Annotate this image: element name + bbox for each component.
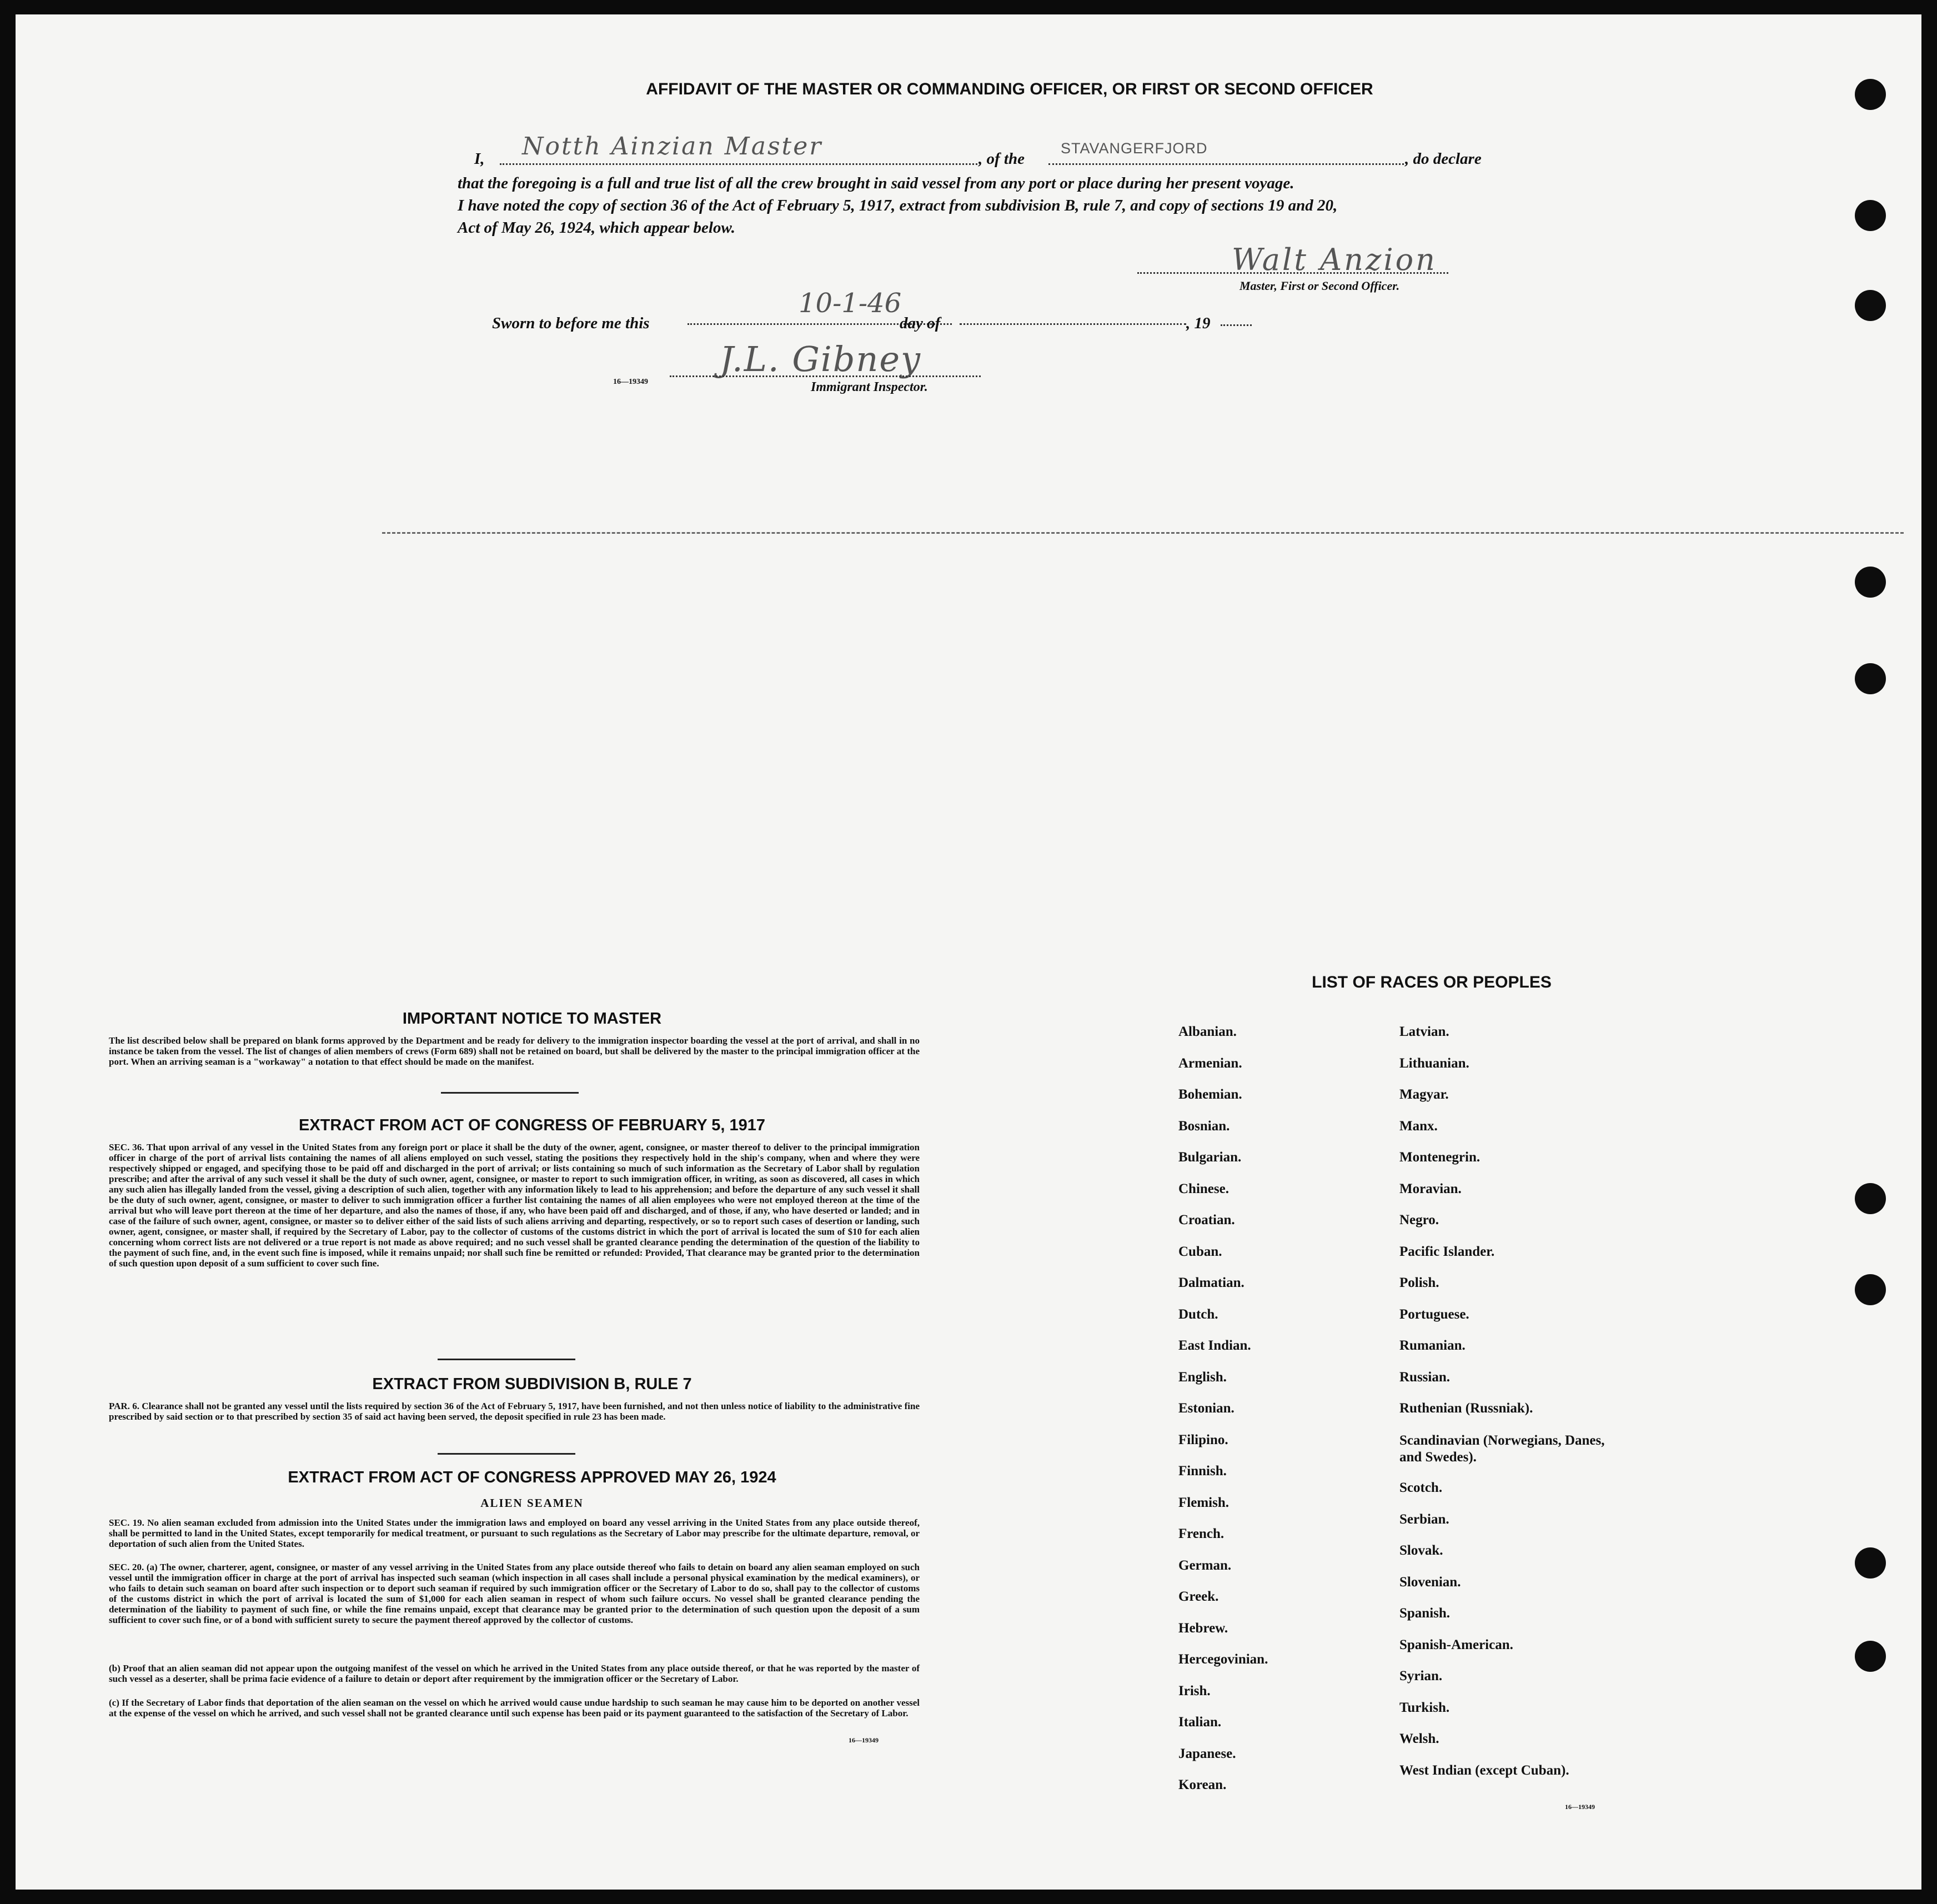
do-declare-label: , do declare <box>1405 150 1482 168</box>
vessel-name: STAVANGERFJORD <box>1061 140 1208 157</box>
race-item: French. <box>1178 1526 1225 1541</box>
race-item: Bosnian. <box>1178 1118 1230 1134</box>
races-title: LIST OF RACES OR PEOPLES <box>1312 973 1552 991</box>
race-item: English. <box>1178 1369 1227 1385</box>
race-item: Hercegovinian. <box>1178 1652 1268 1667</box>
form-number-top: 16—19349 <box>613 378 648 386</box>
race-item: Serbian. <box>1399 1511 1449 1527</box>
race-item: Albanian. <box>1178 1024 1237 1039</box>
race-item: Manx. <box>1399 1118 1438 1134</box>
punch-hole <box>1855 1183 1886 1214</box>
race-item: Japanese. <box>1178 1746 1236 1761</box>
affidavit-line-3: I have noted the copy of section 36 of the Act of February 5, 1917, extract from subdivision B, rule 7, and copy of sections 19 and 20, <box>458 197 1338 214</box>
race-item: Portuguese. <box>1399 1306 1469 1322</box>
race-item: Armenian. <box>1178 1055 1242 1071</box>
race-item: Hebrew. <box>1178 1620 1228 1636</box>
race-item: Syrian. <box>1399 1668 1443 1683</box>
sworn-date-handwriting: 10-1-46 <box>799 288 902 319</box>
rule-7-body: PAR. 6. Clearance shall not be granted any vessel until the lists required by section 36 of the Act of February 5, 1917, have been furnished, and not then unless notice of liability to the administrative fine prescribed by said section or to that prescribed by section 35 of said act having been served, the deposit specified in rule 23 has been made. <box>109 1401 920 1422</box>
divider <box>438 1453 575 1455</box>
bleed-through-divider <box>382 532 1904 534</box>
race-item: Cuban. <box>1178 1244 1222 1259</box>
punch-hole <box>1855 200 1886 231</box>
punch-hole <box>1855 1274 1886 1305</box>
race-item: Bulgarian. <box>1178 1150 1242 1165</box>
inspector-caption: Immigrant Inspector. <box>811 380 928 394</box>
race-item: German. <box>1178 1557 1232 1573</box>
race-item: Ruthenian (Russniak). <box>1399 1401 1533 1416</box>
race-item: Rumanian. <box>1399 1338 1466 1353</box>
race-item: Spanish. <box>1399 1606 1451 1621</box>
race-item: Polish. <box>1399 1275 1439 1290</box>
inspector-signature: J.L. Gibney <box>720 339 922 379</box>
form-number-right: 16—19349 <box>1565 1803 1595 1811</box>
of-the-label: , of the <box>978 150 1025 168</box>
affidavit-line-4: Act of May 26, 1924, which appear below. <box>458 219 735 237</box>
notice-body: The list described below shall be prepared on blank forms approved by the Department and be ready for delivery to the immigration inspector boarding the vessel at the port of arrival, and shall in no instance be taken from the vessel. The list of changes of alien members of crews (Form 689) shall not be retained on board, but shall be delivered by the master to the principal immigration officer at the port. When an arriving seaman is a "workaway" a notation to that effect should be made on the manifest. <box>109 1035 920 1067</box>
race-item: Croatian. <box>1178 1212 1235 1227</box>
race-item: Montenegrin. <box>1399 1150 1481 1165</box>
year-field <box>1221 324 1252 326</box>
race-item: Chinese. <box>1178 1181 1229 1196</box>
race-item: Dutch. <box>1178 1306 1218 1322</box>
divider <box>438 1359 575 1360</box>
race-item: Filipino. <box>1178 1432 1228 1447</box>
race-item: East Indian. <box>1178 1338 1251 1353</box>
race-item: Welsh. <box>1399 1731 1439 1746</box>
inspector-signature-line <box>670 375 981 377</box>
race-item: Flemish. <box>1178 1495 1229 1510</box>
extract-1924-title: EXTRACT FROM ACT OF CONGRESS APPROVED MAY 26, 1924 <box>288 1469 776 1486</box>
master-name-field <box>500 132 977 165</box>
race-item: Pacific Islander. <box>1399 1244 1495 1259</box>
alien-seamen-subtitle: ALIEN SEAMEN <box>480 1496 584 1510</box>
race-item: Scotch. <box>1399 1480 1443 1495</box>
sworn-label: Sworn to before me this <box>492 314 650 332</box>
master-signature-caption: Master, First or Second Officer. <box>1240 279 1400 293</box>
affidavit-title: AFFIDAVIT OF THE MASTER OR COMMANDING OFFICER, OR FIRST OR SECOND OFFICER <box>646 80 1373 98</box>
punch-hole <box>1855 1547 1886 1579</box>
nineteen-label: , 19 <box>1186 314 1211 332</box>
race-item: Estonian. <box>1178 1401 1235 1416</box>
punch-hole <box>1855 79 1886 110</box>
race-item: West Indian (except Cuban). <box>1399 1762 1569 1778</box>
punch-hole <box>1855 290 1886 321</box>
affidavit-line-2: that the foregoing is a full and true list of all the crew brought in said vessel from any port or place during her present voyage. <box>458 174 1294 192</box>
form-number-left: 16—19349 <box>849 1736 879 1744</box>
race-item: Slovak. <box>1399 1543 1443 1558</box>
affidavit-i-label: I, <box>474 150 485 168</box>
extract-1924-sec-19: SEC. 19. No alien seaman excluded from admission into the United States under the immigration laws and employed on board any vessel arriving in the United States from any place outside thereof, shall be permitted to land in the United States, except temporarily for medical treatment, or pursuant to such regulations as the Secretary of Labor may prescribe for the ultimate departure, removal, or deportation of such alien from the United States. <box>109 1517 920 1549</box>
race-item: Italian. <box>1178 1715 1222 1730</box>
race-item: Spanish-American. <box>1399 1637 1513 1652</box>
document-page <box>16 14 1921 1890</box>
race-item: Magyar. <box>1399 1087 1449 1102</box>
race-item: Dalmatian. <box>1178 1275 1245 1290</box>
race-item: Russian. <box>1399 1369 1451 1385</box>
punch-hole <box>1855 1641 1886 1672</box>
day-of-label: day of <box>900 314 941 332</box>
race-item: Lithuanian. <box>1399 1055 1469 1071</box>
race-item: Slovenian. <box>1399 1574 1461 1590</box>
race-item: Finnish. <box>1178 1464 1227 1479</box>
extract-1917-title: EXTRACT FROM ACT OF CONGRESS OF FEBRUARY 5, 1917 <box>298 1116 766 1134</box>
race-item: Turkish. <box>1399 1700 1450 1715</box>
vessel-name-field <box>1048 138 1404 165</box>
race-item: Scandinavian (Norwegians, Danes, and Swedes). <box>1399 1432 1605 1465</box>
punch-hole <box>1855 663 1886 694</box>
race-item: Latvian. <box>1399 1024 1449 1039</box>
notice-title: IMPORTANT NOTICE TO MASTER <box>402 1010 662 1028</box>
extract-1924-sec-20c: (c) If the Secretary of Labor finds that deportation of the alien seaman on the vessel on which he arrived would cause undue hardship to such seaman he may cause him to be deported on another vessel at the expense of the vessel on which he arrived, and such vessel shall not be granted clearance until such expense has been paid or its payment guaranteed to the satisfaction of the Secretary of Labor. <box>109 1697 920 1718</box>
race-item: Irish. <box>1178 1683 1211 1698</box>
extract-1924-sec-20a: SEC. 20. (a) The owner, charterer, agent, consignee, or master of any vessel arriving in the United States from any place outside thereof who fails to detain on board any alien seaman employed on such vessel until the immigration officer in charge at the port of arrival has inspected such seaman (which inspection in all cases shall include a personal physical examination by the medical examiners), or who fails to detain such seaman on board after such inspection or to deport such seaman if required by such immigration officer or the Secretary of Labor to do so, shall pay to the collector of customs of the customs district in which the port of arrival is located the sum of $1,000 for each alien seaman in respect of whom such failure occurs. No vessel shall be granted clearance pending the determination of the liability to payment of such fine, or while the fine remains unpaid, except that clearance may be granted prior to the determination of such question upon the deposit of a sum sufficient to cover such fine, or of a bond with sufficient surety to secure the payment thereof approved by the collector of customs. <box>109 1562 920 1625</box>
race-item: Korean. <box>1178 1777 1227 1792</box>
punch-hole <box>1855 567 1886 598</box>
race-item: Moravian. <box>1399 1181 1462 1196</box>
extract-1917-body: SEC. 36. That upon arrival of any vessel in the United States from any foreign port or place it shall be the duty of the owner, agent, consignee, or master thereof to deliver to the principal immigration officer in charge of the port of arrival lists containing the names of all aliens employed on such vessel, stating the positions they respectively hold in the ship's company, when and where they were respectively shipped or engaged, and specifying those to be paid off and discharged in the port of arrival; or lists containing so much of such information as the Secretary of Labor shall by regulation prescribe; and after the arrival of any such vessel it shall be the duty of such owner, agent, consignee, or master to report to such immigration officer, in writing, as soon as discovered, all cases in which any such alien has illegally landed from the vessel, giving a description of such alien, together with any information likely to lead to his apprehension; and before the departure of any such vessel it shall be the duty of such owner, agent, consignee, or master to deliver to such immigration officer a further list containing the names of all alien employees who were not employed thereon at the time of the arrival but who will leave port thereon at the time of her departure, and also the names of those, if any, who have been paid off and discharged, and of those, if any, who have deserted or landed; and in case of the failure of such owner, agent, consignee, or master so to deliver either of the said lists of such aliens arriving and departing, respectively, or so to report such cases of desertion or landing, such owner, agent, consignee, or master shall, if required by the Secretary of Labor, pay to the collector of customs of the customs district in which the port of arrival is located the sum of $10 for each alien concerning whom correct lists are not delivered or a true report is not made as above required; and no such vessel shall be granted clearance pending the determination of the question of the liability to the payment of such fine, and, in the event such fine is imposed, while it remains unpaid; nor shall such fine be remitted or refunded: Provided, That clearance may be granted prior to the determination of such question upon deposit of a sum sufficient to cover such fine. <box>109 1142 920 1269</box>
master-name-handwriting: Notth Ainzian Master <box>522 132 823 161</box>
rule-7-title: EXTRACT FROM SUBDIVISION B, RULE 7 <box>372 1375 692 1393</box>
race-item: Greek. <box>1178 1589 1219 1604</box>
race-item: Negro. <box>1399 1212 1439 1227</box>
extract-1924-sec-20b: (b) Proof that an alien seaman did not appear upon the outgoing manifest of the vessel on which he arrived in the United States from any place outside thereof, or that he was reported by the master of such vessel as a deserter, shall be prima facie evidence of a failure to detain or deport after requirement by the immigration officer or the Secretary of Labor. <box>109 1663 920 1684</box>
divider <box>441 1092 579 1094</box>
master-signature: Walt Anzion <box>1232 242 1437 277</box>
month-field <box>960 298 1186 325</box>
race-item: Bohemian. <box>1178 1087 1242 1102</box>
